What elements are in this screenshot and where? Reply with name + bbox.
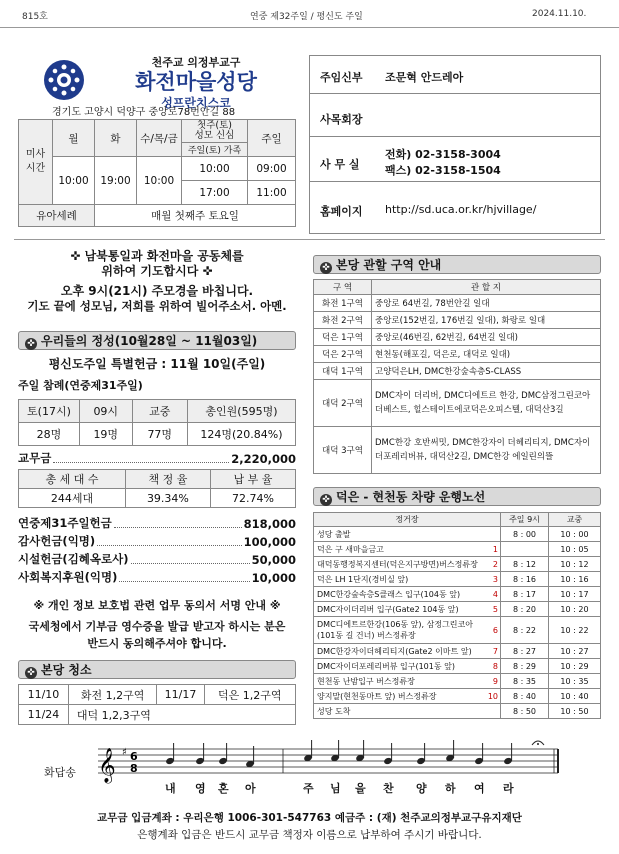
sat-head-3: 주일(토) 가족 xyxy=(182,143,248,157)
mon-head: 월 xyxy=(53,120,95,157)
sun-time-1: 09:00 xyxy=(248,157,296,181)
lyric-syllable: 영 xyxy=(195,782,206,795)
table-row: 화전 1구역 중앙로 64번길, 78번안길 일대 xyxy=(314,295,601,312)
table-row: 양지말(현천동마트 앞) 버스정류장 10 8 : 40 10 : 40 xyxy=(314,689,601,704)
offering-item: 연중제31주일헌금 818,000 xyxy=(18,516,296,531)
table-row: DMC한강자이더헤리티지(Gate2 이마트 앞) 7 8 : 27 10 : 27 xyxy=(314,644,601,659)
table-row: DMC자이더포레리버뷰 입구(101동 앞) 8 8 : 29 10 : 29 xyxy=(314,659,601,674)
mass-label: 미사 시간 xyxy=(19,120,53,205)
privacy-notice: ※ 개인 정보 보호법 관련 업무 동의서 서명 안내 ※ 국세청에서 기부금 영수증을 발급 받고자 하시는 분은 반드시 동의해주셔야 합니다. xyxy=(28,599,286,650)
homepage-label: 홈페이지 xyxy=(320,205,363,218)
page-header xyxy=(0,4,619,28)
lyric-syllable: 아 xyxy=(245,782,256,795)
special-offering: 평신도주일 특별헌금 : 11월 10일(주일) xyxy=(48,357,266,371)
lyric-syllable: 내 xyxy=(165,782,176,795)
lyric-syllable: 님 xyxy=(330,782,341,795)
table-row: 대덕 3구역 DMC한강 호반써밋, DMC한강자이 더헤리티지, DMC자이 더포레리버뷰, 대덕산2길, DMC한강 에일린의뜰 xyxy=(314,427,601,474)
svg-text:8: 8 xyxy=(130,762,138,775)
issue-date: 2024.11.10. xyxy=(532,9,587,19)
dues-row: 교무금 2,220,000 xyxy=(18,451,296,466)
wed-time: 10:00 xyxy=(137,157,182,205)
table-row: 덕은 구 새마을금고 1 10 : 05 xyxy=(314,542,601,557)
cleaning-table: 11/10 화전 1,2구역 11/17 덕은 1,2구역 11/24 대덕 1,2,3구역 xyxy=(18,684,296,725)
lyric-syllable: 찬 xyxy=(383,782,394,795)
homepage-link[interactable]: http://sd.uca.or.kr/hjvillage/ xyxy=(385,203,537,216)
office-phone: 전화) 02-3158-3004 xyxy=(385,148,501,161)
cleaning-title-bar: ✜ 본당 청소 xyxy=(18,660,296,679)
svg-text:6: 6 xyxy=(130,750,138,763)
table-row: 덕은 2구역 현천동(해포길, 덕은로, 대덕로 일대) xyxy=(314,346,601,363)
pastor-label: 주임신부 xyxy=(320,71,363,84)
table-row: 화전 2구역 중앙로(152번길, 176번길 일대), 화랑로 일대 xyxy=(314,312,601,329)
mass-table xyxy=(18,119,296,227)
sat-time-1: 10:00 xyxy=(182,157,248,181)
info-box xyxy=(309,55,601,234)
svg-text:♯: ♯ xyxy=(122,747,127,758)
parish-patron: 성프란치스코 xyxy=(161,96,231,110)
sat-head-1: 첫주(토) 성모 신심 xyxy=(182,120,248,143)
lyric-syllable: 하 xyxy=(445,782,456,795)
cross-icon: ✜ xyxy=(25,338,37,350)
cross-icon: ✜ xyxy=(320,494,332,506)
table-row: 대덕 1구역 고양덕은LH, DMC한강숲속층S-CLASS xyxy=(314,363,601,380)
prayer-notice: ✜ 남북통일과 화전마을 공동체를 위하여 기도합시다 ✜ 오후 9시(21시) 주모경을 바칩니다. 기도 끝에 성모님, 저희를 위하여 빌어주소서. 아멘. xyxy=(27,249,287,313)
districts-table: 구 역 관 할 지 화전 1구역 중앙로 64번길, 78번안길 일대 화전 2구역 중앙로(152번길, 176번길 일대), 화랑로 일대 덕은 1구역 중앙로(46번길, 62번길, 64번길 일대) 덕은 2구역 현천동(해포길, 덕은로, 대덕로 일대) 대덕 1구역 고양덕은LH, DMC한강숲속층S-CLASS 대덕 2구역 DMC자이 더리버, DMC디에트르 한강, DMC삼정그린코아 더베스트, 힐스테이트에코덕은오피스텔, 대덕산3길 대덕 3구역 DMC한강 호반써밋, DMC한강자이 더헤리티지, DMC자이 더포레리버뷰, 대덕산2길, DMC한강 에일린의뜰 xyxy=(313,279,601,474)
pastor-name: 조문혁 안드레아 xyxy=(385,71,464,84)
office-fax: 팩스) 02-3158-1504 xyxy=(385,164,501,177)
offering-item: 감사헌금(익명) 100,000 xyxy=(18,534,296,549)
treble-clef-icon: 𝄞 xyxy=(98,748,116,783)
lyric-syllable: 양 xyxy=(416,782,427,795)
table-row: 대덕동행정복지센터(덕은지구방면)버스정류장 2 8 : 12 10 : 12 xyxy=(314,557,601,572)
table-row: 덕은 LH 1단지(경비실 앞) 3 8 : 16 10 : 16 xyxy=(314,572,601,587)
shuttle-title-bar: ✜ 덕은 - 현천동 차량 운행노선 xyxy=(313,487,601,506)
hymn-lyrics xyxy=(88,780,568,796)
bank-account: 교무금 입금계좌 : 우리은행 1006-301-547763 예금주 : (재) 천주교의정부교구유지재단 xyxy=(97,812,522,824)
sun-head: 주일 xyxy=(248,120,296,157)
diocese: 천주교 의정부교구 xyxy=(151,56,241,69)
shuttle-table: 정거장 주일 9시 교중 성당 출발 8 : 00 10 : 00 덕은 구 새마을금고 1 10 : 05 대덕동행정복지센터(덕은지구방면)버스정류장 2 8 : 12 10 : 12 덕은 LH 1단지(경비실 앞) 3 8 : 16 10 : 16 DMC한강숲속층S클래스 입구(104동 앞) 4 8 : 17 10 : 17 DMC자이더리버 입구(Gate2 104동 앞) 5 8 : 20 10 : 20 DMC디에트르한강(106동 앞), 삼정그린코아(101동 길 건너) 버스정류장 6 8 : 22 10 : 22 DMC한강자이더헤리티지(Gate2 이마트 앞) 7 8 : 27 10 : 27 DMC자이더포레리버뷰 입구(101동 앞) 8 8 : 29 10 : 29 현천동 난밤입구 버스정류장 9 8 : 35 10 : 35 양지말(현천동마트 앞) 버스정류장 10 8 : 40 10 : 40 성당 도착 8 : 50 10 : 50 xyxy=(313,512,601,719)
attendance-table: 토(17시) 09시 교중 총인원(595명) 28명 19명 77명 124명(20.84%) xyxy=(18,399,296,446)
table-row: DMC디에트르한강(106동 앞), 삼정그린코아(101동 길 건너) 버스정류장 6 8 : 22 10 : 22 xyxy=(314,617,601,644)
wed-head: 수/목/금 xyxy=(137,120,182,157)
tue-head: 화 xyxy=(95,120,137,157)
table-row: 성당 도착 8 : 50 10 : 50 xyxy=(314,704,601,719)
table-row: 현천동 난밤입구 버스정류장 9 8 : 35 10 : 35 xyxy=(314,674,601,689)
issue-number: 815호 xyxy=(22,12,48,22)
offering-items xyxy=(18,513,296,585)
hymn-label: 화답송 xyxy=(44,766,76,779)
office-label: 사 무 실 xyxy=(320,158,360,171)
attendance-title: 주일 참례(연중제31주일) xyxy=(18,379,143,392)
table-row: 대덕 2구역 DMC자이 더리버, DMC디에트르 한강, DMC삼정그린코아 더베스트, 힐스테이트에코덕은오피스텔, 대덕산3길 xyxy=(314,380,601,427)
cross-icon: ✜ xyxy=(25,667,37,679)
lyric-syllable: 라 xyxy=(503,782,514,795)
baptism-label: 유아세례 xyxy=(19,205,95,227)
lyric-syllable: 혼 xyxy=(218,782,229,795)
parish-logo-icon xyxy=(44,60,84,100)
sun-time-2: 11:00 xyxy=(248,181,296,205)
tue-time: 19:00 xyxy=(95,157,137,205)
offering-item: 시설헌금(김혜옥로사) 50,000 xyxy=(18,552,296,567)
offering-title-bar: ✜ 우리들의 정성(10월28일 ~ 11월03일) xyxy=(18,331,296,350)
sat-time-2: 17:00 xyxy=(182,181,248,205)
lyric-syllable: 주 xyxy=(303,782,314,795)
table-row: DMC한강숲속층S클래스 입구(104동 앞) 4 8 : 17 10 : 17 xyxy=(314,587,601,602)
week-title: 연중 제32주일 / 평신도 주일 xyxy=(250,12,363,22)
offering-item: 사회복지후원(익명) 10,000 xyxy=(18,570,296,585)
cross-icon: ✜ xyxy=(70,249,81,263)
council-label: 사목회장 xyxy=(320,113,363,126)
parish-address: 경기도 고양시 덕양구 중앙로78번안길 88 xyxy=(52,107,236,118)
lyric-syllable: 을 xyxy=(355,782,366,795)
baptism-value: 매월 첫째주 토요일 xyxy=(95,205,296,227)
lyric-syllable: 여 xyxy=(474,782,485,795)
cross-icon: ✜ xyxy=(320,262,332,274)
cross-icon: ✜ xyxy=(202,264,213,278)
parish-name: 화전마을성당 xyxy=(135,70,257,94)
bank-notice: 은행계좌 입금은 반드시 교무금 책정자 이름으로 납부하여 주시기 바랍니다. xyxy=(137,829,482,841)
table-row: 덕은 1구역 중앙로(46번길, 62번길, 64번길 일대) xyxy=(314,329,601,346)
dues-table: 총 세 대 수 책 정 율 납 부 율 244세대 39.34% 72.74% xyxy=(18,469,296,508)
districts-title-bar: ✜ 본당 관할 구역 안내 xyxy=(313,255,601,274)
table-row: 성당 출발 8 : 00 10 : 00 xyxy=(314,527,601,542)
table-row: DMC자이더리버 입구(Gate2 104동 앞) 5 8 : 20 10 : 20 xyxy=(314,602,601,617)
mon-time: 10:00 xyxy=(53,157,95,205)
